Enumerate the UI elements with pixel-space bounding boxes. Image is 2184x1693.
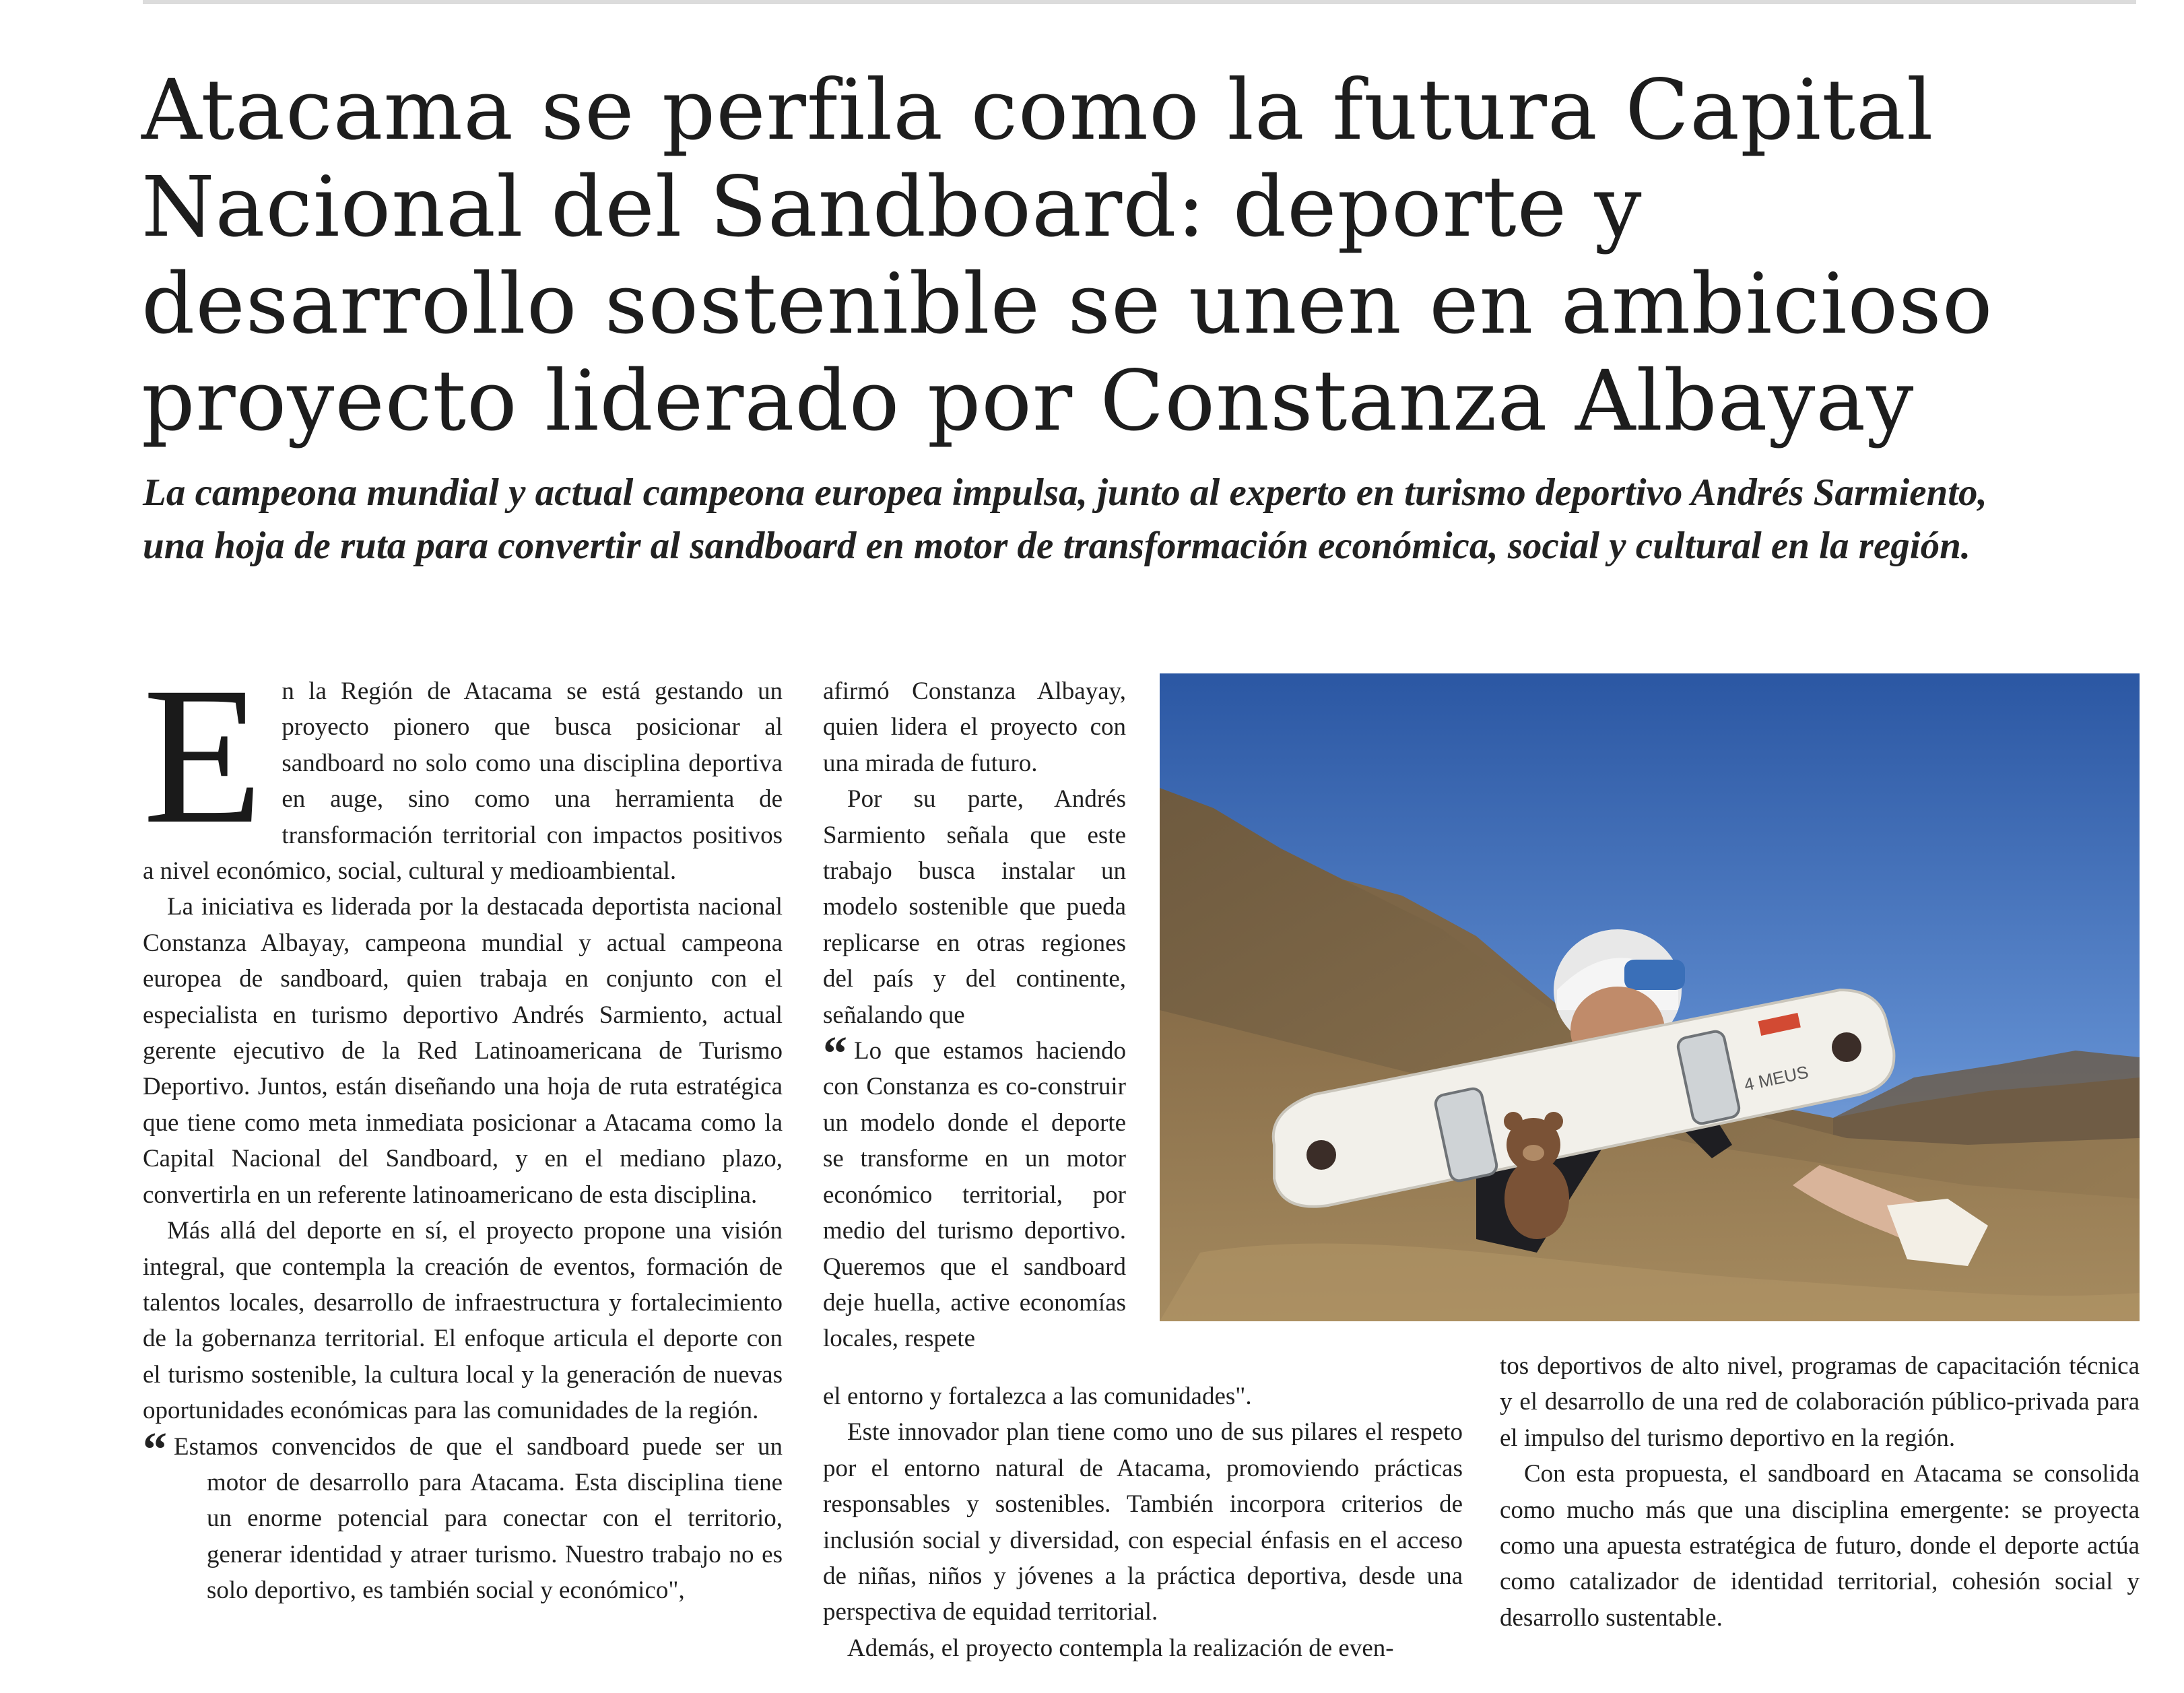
quote-1-text: Estamos convencidos de que el sandboard puede ser un motor de desarrollo para Atacama. Esta disciplina tiene un enorme potencial para conectar con el territorio, generar identidad y atraer turismo. Nuestro trabajo no es solo deportivo, es también social y económico", bbox=[174, 1432, 783, 1605]
paragraph-7: Además, el proyecto contempla la realización de even- bbox=[847, 1634, 1394, 1662]
paragraph-5: Por su parte, Andrés Sarmiento señala que este trabajo busca instalar un modelo sostenible que pueda replicarse en otras regiones del país y del continente, señalando que bbox=[823, 785, 1126, 1029]
article-column-1 bbox=[143, 647, 783, 1609]
board-text: 4 MEUS bbox=[1742, 1061, 1810, 1095]
paragraph-6: Este innovador plan tiene como uno de sus pilares el respeto por el entorno natural de Atacama, promoviendo prácticas responsables y sostenibles. También incorpora criterios de inclusión social y diversidad, con especial énfasis en el acceso de niñas, niños y jóvenes a la práctica deportiva, desde una perspectiva de equidad territorial. bbox=[823, 1418, 1463, 1626]
article-column-2 bbox=[823, 673, 1126, 1357]
paragraph-1-text: n la Región de Atacama se está gestando un proyecto pionero que busca posicionar al sandboard no solo como una disciplina deportiva en auge, sino como una herramienta de transformación territorial con impactos positivos a nivel económico, social, cultural y medioambiental. bbox=[143, 677, 783, 886]
article-column-2-continued bbox=[823, 1379, 1463, 1666]
article-column-3 bbox=[1500, 1348, 2140, 1636]
paragraph-8: tos deportivos de alto nivel, programas de capacitación técnica y el desarrollo de una red de colaboración público-privada para el impulso del turismo deportivo en la región. bbox=[1500, 1352, 2140, 1452]
paragraph-4: afirmó Constanza Albayay, quien lidera el proyecto con una mirada de futuro. bbox=[823, 677, 1126, 777]
quote-2-end: el entorno y fortalezca a las comunidades". bbox=[823, 1383, 1252, 1410]
drop-cap: E bbox=[143, 647, 263, 865]
paragraph-3: Más allá del deporte en sí, el proyecto propone una visión integral, que contempla la creación de eventos, formación de talentos locales, desarrollo de infraestructura y fortalecimiento de la gobernanza territorial. El enfoque articula el deporte con el turismo sostenible, la cultura local y la generación de nuevas oportunidades económicas para las comunidades de la región. bbox=[143, 1217, 783, 1425]
paragraph-1 bbox=[143, 647, 783, 889]
top-rule bbox=[143, 0, 2136, 4]
quote-mark-icon: “ bbox=[823, 1026, 847, 1081]
paragraph-2: La iniciativa es liderada por la destacada deportista nacional Constanza Albayay, campeona mundial y actual campeona europea de sandboard, quien trabaja en conjunto con el especialista en turismo deportivo Andrés Sarmiento, actual gerente ejecutivo de la Red Latinoamericana de Turismo Deportivo. Juntos, están diseñando una hoja de ruta estratégica que tiene como meta inmediata posicionar a Atacama como la Capital Nacional del Sandboard, y en el mediano plazo, convertirla en un referente latinoamericano de esta disciplina. bbox=[143, 893, 783, 1209]
sandboarder-photo-illustration bbox=[1160, 673, 2140, 1321]
headline: Atacama se perfila como la futura Capital Nacional del Sandboard: deporte y desarrollo sostenible se unen en ambicioso proyecto liderado por Constanza Albayay bbox=[141, 62, 1993, 450]
quote-mark-icon: “ bbox=[143, 1422, 167, 1476]
quote-1 bbox=[143, 1422, 783, 1609]
quote-2 bbox=[823, 1026, 1126, 1357]
quote-2-text: Lo que estamos haciendo con Constanza es co-construir un modelo donde el deporte se transforme en un motor económico territorial, por medio del turismo deportivo. Queremos que el sandboard deje huella, active economías locales, respete bbox=[823, 1037, 1126, 1353]
deck-subtitle: La campeona mundial y actual campeona europea impulsa, junto al experto en turismo deportivo Andrés Sarmiento, una hoja de ruta para convertir al sandboard en motor de transformación económica, social y cultural en la región. bbox=[143, 471, 1987, 567]
article-photo bbox=[1160, 673, 2140, 1321]
paragraph-9: Con esta propuesta, el sandboard en Atacama se consolida como mucho más que una disciplina emergente: se proyecta como una apuesta estratégica de futuro, donde el deporte actúa como catalizador de identidad territorial, cohesión social y desarrollo sustentable. bbox=[1500, 1460, 2140, 1632]
